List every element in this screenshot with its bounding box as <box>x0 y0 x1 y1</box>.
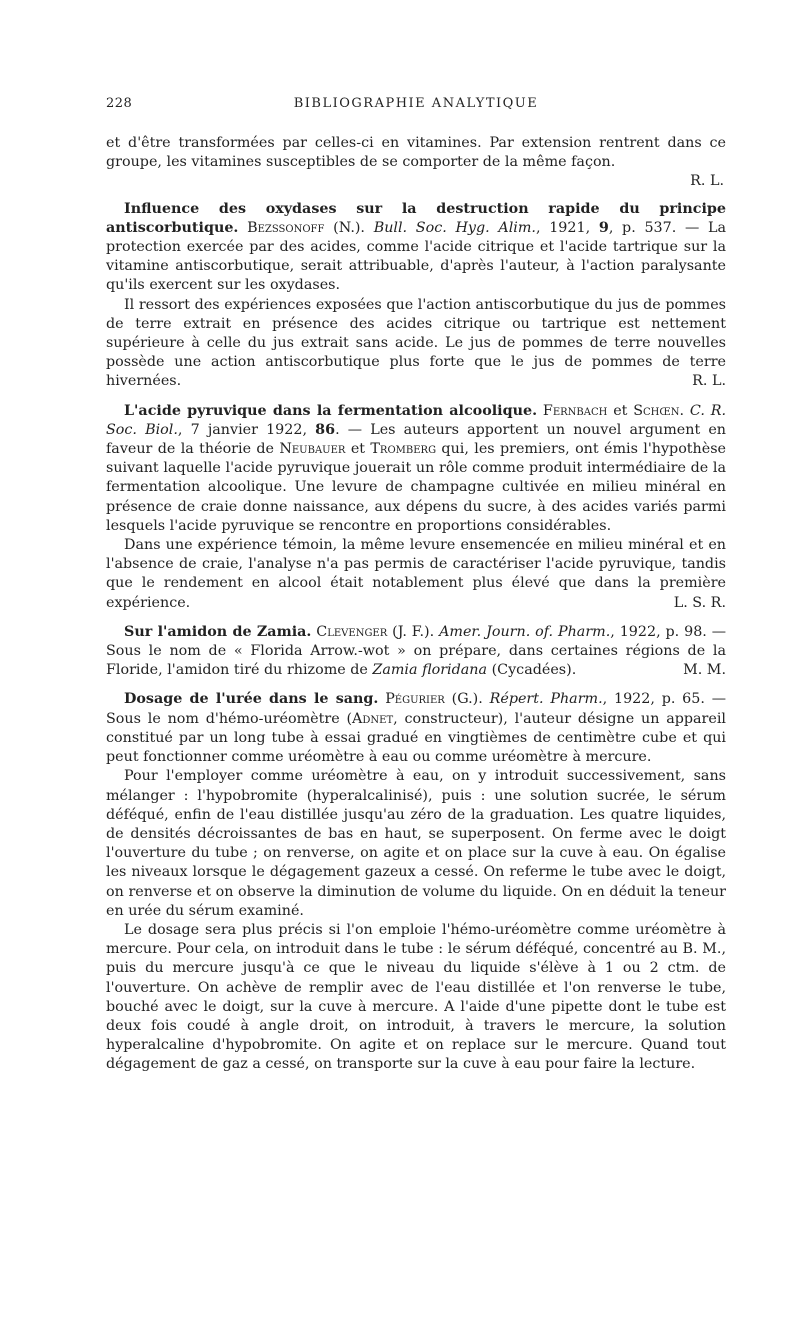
entry-text: . — Les auteurs apportent un nouvel argument en faveur de la théorie de <box>106 421 726 458</box>
entry-zamia <box>106 623 726 681</box>
entry-uree <box>106 690 726 1074</box>
entry-text: , 1922, p. 65. — Sous le nom d'hémo-uréomètre ( <box>106 691 727 727</box>
entry-journal: Bull. Soc. Hyg. Alim. <box>373 219 536 236</box>
entry-text-2: Il ressort des expériences exposées que l'action antiscorbutique du jus de pommes de terre extrait en présence des acides citrique ou tartrique est nettement supérieure à celle du jus extrait sans acide. Le jus de pommes de terre nouvelles possède une action antiscorbutique plus forte que le jus de pommes de terre hivernées. <box>106 296 726 390</box>
page-body <box>106 134 726 1075</box>
entry-signature: L. S. R. <box>673 594 726 611</box>
entry-signature: R. L. <box>692 373 726 390</box>
page-number: 228 <box>106 96 133 111</box>
entry-journal: Répert. Pharm. <box>489 691 603 708</box>
entry-title: Sur l'amidon de Zamia. <box>124 623 312 640</box>
entry-signature: M. M. <box>683 662 726 679</box>
cited-author: Neubauer <box>279 441 346 458</box>
entry-text: , constructeur), l'auteur désigne un appareil constitué par un long tube à essai gradué en vingtièmes de centimètre cube et qui peut fonctionner comme uréomètre à eau ou comme uréomètre à mercure. <box>106 710 727 766</box>
entry-paragraph <box>106 623 726 681</box>
entry-oxydases <box>106 200 726 392</box>
entry-title: Dosage de l'urée dans le sang. <box>124 691 379 708</box>
entry-author: Schœn. <box>633 402 685 419</box>
entry-paragraph-3: Le dosage sera plus précis si l'on emploie l'hémo-uréomètre comme uréomètre à mercure. Pour cela, on introduit dans le tube : le sérum déféqué, concentré au B. M., puis du mercure jusqu'à ce que le niveau du liquide s'élève à 1 ou 2 ctm. de l'ouverture. On achève de remplir avec de l'eau distillée et l'on renverse le tube, bouché avec le doigt, sur la cuve à mercure. A l'aide d'une pipette dont le tube est deux fois coudé à angle droit, on introduit, à travers le mercure, la solution hyperalcaline d'hypobromite. On agite et on replace sur le mercure. Quand tout dégagement de gaz a cessé, on transporte sur la cuve à eau pour faire la lecture. <box>106 921 726 1073</box>
entry-conjunction: et <box>613 402 628 419</box>
entry-year: , 1921, <box>535 219 591 236</box>
entry-author: Bezssonoff <box>247 219 325 236</box>
entry-paragraph <box>106 402 726 536</box>
entry-volume: 86 <box>315 421 336 438</box>
entry-author: Clevenger <box>316 623 388 640</box>
entry-title: L'acide pyruvique dans la fermentation alcoolique. <box>124 402 538 419</box>
entry-paragraph <box>106 200 726 296</box>
entry-pyruvique <box>106 402 726 613</box>
entry-author: Pégurier <box>385 691 445 708</box>
entry-title: Influence des oxydases sur la destruction rapide du principe antiscorbutique. <box>106 200 726 236</box>
cited-author: Tromberg <box>370 441 437 458</box>
entry-paragraph-2 <box>106 536 726 613</box>
running-title: BIBLIOGRAPHIE ANALYTIQUE <box>293 96 539 111</box>
entry-journal: Amer. Journ. of. Pharm. <box>439 623 611 640</box>
species-name: Zamia floridana <box>372 662 488 679</box>
entry-journal: C. R. Soc. Biol. <box>106 402 727 438</box>
entry-text: , 1922, p. 98. — Sous le nom de « Florida Arrow.-wot » on prépare, dans certaines régions de la Floride, l'amidon tiré du rhizome de <box>106 623 727 679</box>
entry-text: , p. 537. — La protection exercée par des acides, comme l'acide citrique et l'acide tartrique sur la vitamine antiscorbutique, serait attribuable, d'après l'auteur, à l'action paralysante qu'ils exercent sur les oxydases. <box>106 219 726 294</box>
entry-paragraph <box>106 690 726 767</box>
entry-paragraph-2: Pour l'employer comme uréomètre à eau, on y introduit successivement, sans mélanger : l'hypobromite (hyperalcalinisé), puis : une solution sucrée, le sérum déféqué, enfin de l'eau distillée jusqu'au zéro de la graduation. Les quatre liquides, de densités décroissantes de bas en haut, se superposent. On ferme avec le doigt l'ouverture du tube ; on renverse, on agite et on place sur la cuve à eau. On égalise les niveaux lorsque le dégagement gazeux a cessé. On referme le tube avec le doigt, on renverse et on observe la diminution de volume du liquide. On en déduit la teneur en urée du sérum examiné. <box>106 768 726 919</box>
entry-date: , 7 janvier 1922, <box>177 421 308 438</box>
page-header <box>106 96 726 118</box>
document-page <box>106 96 726 1085</box>
entry-text-2: Dans une expérience témoin, la même levure ensemencée en milieu minéral et en l'absence de craie, l'analyse n'a pas permis de caractériser l'acide pyruvique, tandis que le rendement en alcool était notablement plus élevé que dans la première expérience. <box>106 537 726 611</box>
constructor-name: Adnet <box>352 710 394 727</box>
entry-volume: 9 <box>598 219 609 236</box>
intro-signature: R. L. <box>690 173 724 190</box>
entry-conjunction: et <box>350 441 366 458</box>
entry-author: Fernbach <box>542 402 608 419</box>
entry-text: qui, les premiers, ont émis l'hypothèse suivant laquelle l'acide pyruvique jouerait un rôle comme produit intermédiaire de la fermentation alcoolique. Une levure de champagne cultivée en milieu minéral en présence de craie donne naissance, aux dépens du sucre, à des acides variés parmi lesquels l'acide pyruvique se rencontre en proportions considérables. <box>106 441 727 534</box>
intro-paragraph: et d'être transformées par celles-ci en vitamines. Par extension rentrent dans ce groupe, les vitamines susceptibles de se comporter de la même façon. <box>106 135 726 171</box>
entry-paragraph-2 <box>106 296 726 392</box>
entry-text: (Cycadées). <box>491 662 577 679</box>
entry-author-initials: (N.). <box>333 219 365 236</box>
entry-author-initials: (G.). <box>451 691 483 708</box>
entry-author-initials: (J. F.). <box>392 623 435 640</box>
